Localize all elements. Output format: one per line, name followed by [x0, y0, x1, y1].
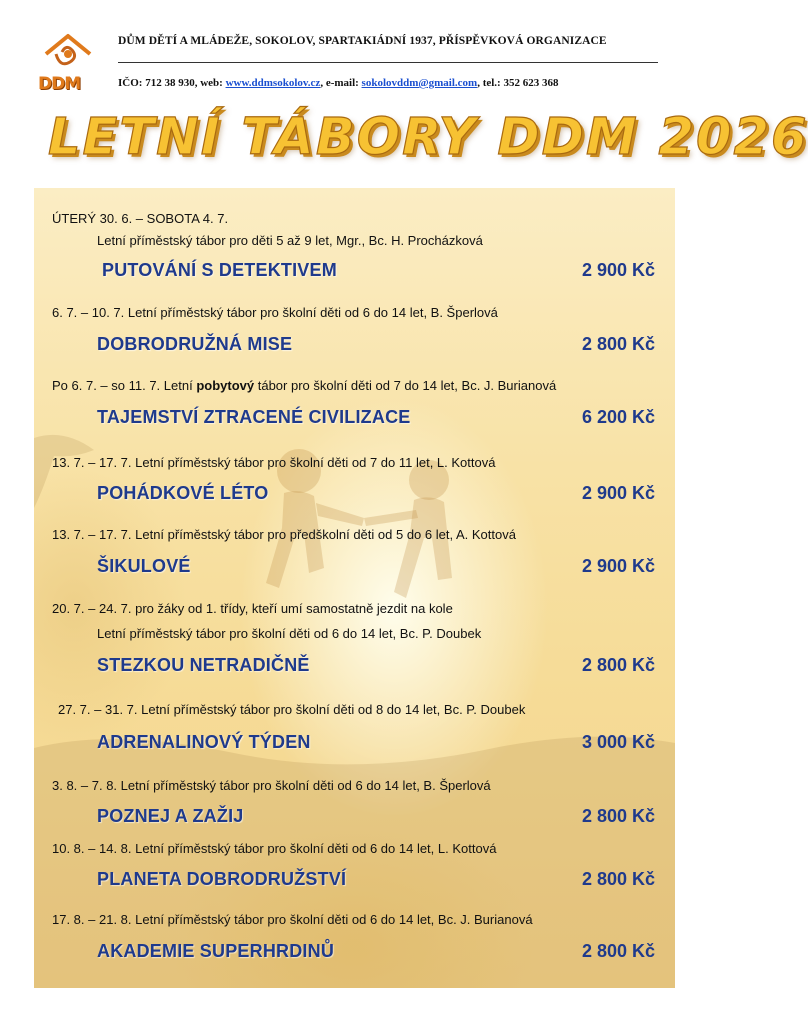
- camp-name: PLANETA DOBRODRUŽSTVÍ: [97, 869, 347, 889]
- contact-line: [118, 77, 558, 89]
- camp-dates: 20. 7. – 24. 7. pro žáky od 1. třídy, kteří umí samostatně jezdit na kole: [52, 601, 453, 616]
- camp-dates-a: Po 6. 7. – so 11. 7. Letní: [52, 378, 197, 393]
- camp-name: TAJEMSTVÍ ZTRACENÉ CIVILIZACE: [97, 407, 411, 427]
- phone-label: , tel.: 352 623 368: [477, 77, 559, 89]
- camp-price: 2 900 Kč: [581, 483, 655, 503]
- email-label: , e-mail:: [320, 77, 362, 89]
- camp-dates: 17. 8. – 21. 8. Letní příměstský tábor pro školní děti od 6 do 14 let, Bc. J. Burianová: [52, 912, 533, 927]
- camp-dates: 13. 7. – 17. 7. Letní příměstský tábor pro předškolní děti od 5 do 6 let, A. Kottová: [52, 527, 516, 542]
- camp-dates: 3. 8. – 7. 8. Letní příměstský tábor pro školní děti od 6 do 14 let, B. Šperlová: [52, 778, 491, 793]
- camp-price: 2 800 Kč: [581, 806, 655, 826]
- camp-name: POZNEJ A ZAŽIJ: [97, 806, 244, 826]
- camp-name: STEZKOU NETRADIČNĚ: [97, 655, 310, 675]
- camp-price: 2 800 Kč: [581, 941, 655, 961]
- camp-dates: 6. 7. – 10. 7. Letní příměstský tábor pro školní děti od 6 do 14 let, B. Šperlová: [52, 305, 498, 320]
- camp-name: ŠIKULOVÉ: [97, 556, 191, 576]
- camp-price: 2 800 Kč: [581, 655, 655, 675]
- camp-dates: ÚTERÝ 30. 6. – SOBOTA 4. 7.: [52, 211, 229, 226]
- email-link[interactable]: sokolovddm@gmail.com: [361, 77, 478, 89]
- camp-price: 2 900 Kč: [581, 556, 655, 576]
- organization-name: DŮM DĚTÍ A MLÁDEŽE, SOKOLOV, SPARTAKIÁDNÍ 1937, PŘÍSPĚVKOVÁ ORGANIZACE: [118, 35, 607, 47]
- camp-name: PUTOVÁNÍ S DETEKTIVEM: [102, 260, 337, 280]
- camp-name: POHÁDKOVÉ LÉTO: [97, 483, 269, 503]
- camp-type-bold: pobytový: [196, 378, 255, 393]
- camp-name: AKADEMIE SUPERHRDINŮ: [97, 941, 335, 961]
- camp-dates: [52, 377, 556, 395]
- camp-price: 2 900 Kč: [581, 260, 655, 280]
- camp-dates-c: tábor pro školní děti od 7 do 14 let, Bc. J. Burianová: [254, 378, 557, 393]
- camps-panel: [34, 188, 675, 988]
- ico-label: IČO: 712 38 930, web:: [118, 77, 226, 89]
- web-link[interactable]: www.ddmsokolov.cz: [225, 77, 321, 89]
- camp-price: 3 000 Kč: [581, 732, 655, 752]
- house-logo-icon: [38, 32, 98, 72]
- camp-price: 2 800 Kč: [581, 334, 655, 354]
- camp-name: DOBRODRUŽNÁ MISE: [97, 334, 293, 354]
- camp-name: ADRENALINOVÝ TÝDEN: [97, 732, 311, 752]
- camp-description: Letní příměstský tábor pro školní děti od 6 do 14 let, Bc. P. Doubek: [97, 626, 482, 641]
- camp-price: 2 800 Kč: [581, 869, 655, 889]
- header-divider: [118, 62, 658, 63]
- page-title: LETNÍ TÁBORY DDM 2026: [48, 108, 808, 167]
- ddm-logo: [38, 32, 98, 94]
- camp-dates: 27. 7. – 31. 7. Letní příměstský tábor pro školní děti od 8 do 14 let, Bc. P. Doubek: [58, 702, 526, 717]
- camp-dates: 13. 7. – 17. 7. Letní příměstský tábor pro školní děti od 7 do 11 let, L. Kottová: [52, 455, 496, 470]
- camp-description: Letní příměstský tábor pro děti 5 až 9 let, Mgr., Bc. H. Procházková: [97, 233, 483, 248]
- camp-price: 6 200 Kč: [581, 407, 655, 427]
- logo-text: DDM: [38, 74, 81, 94]
- camp-dates: 10. 8. – 14. 8. Letní příměstský tábor pro školní děti od 6 do 14 let, L. Kottová: [52, 841, 497, 856]
